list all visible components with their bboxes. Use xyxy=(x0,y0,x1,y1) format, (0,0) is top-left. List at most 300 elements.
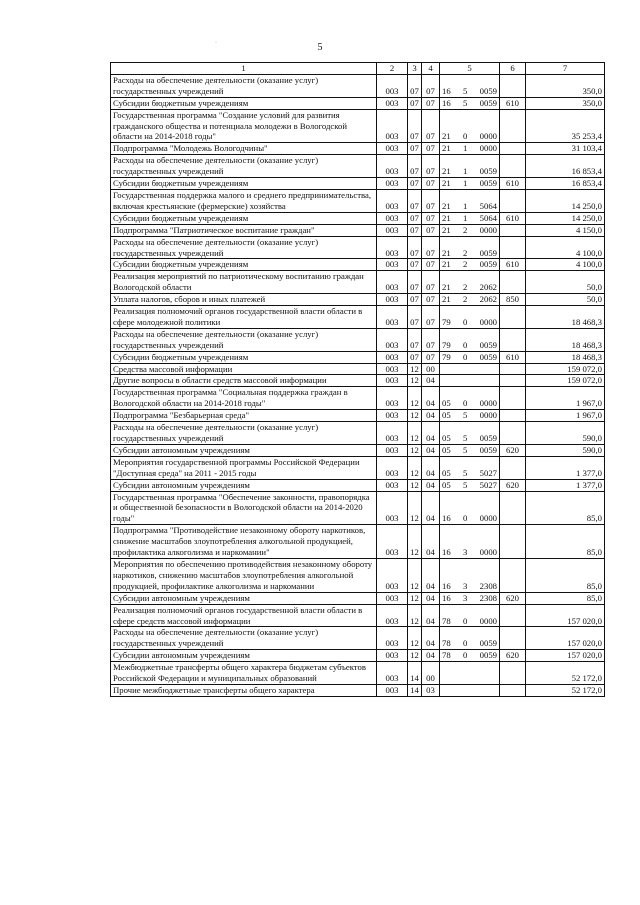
target-code-subprogram: 1 xyxy=(462,212,468,223)
row-name: Межбюджетные трансферты общего характера бюджетам субъектов Российской Федерации и муниципальных образований xyxy=(111,662,377,685)
row-amount: 159 072,0 xyxy=(526,375,605,387)
target-code-subprogram: 5 xyxy=(462,97,468,108)
column-header-6: 6 xyxy=(500,63,526,75)
table-row xyxy=(111,212,605,224)
target-code-parts xyxy=(442,213,497,224)
row-code-section: 07 xyxy=(408,97,422,109)
row-code-section: 12 xyxy=(408,456,422,479)
row-code-subsection: 04 xyxy=(422,479,440,491)
target-code-parts xyxy=(442,445,497,456)
row-code-subsection: 04 xyxy=(422,627,440,650)
target-code-parts xyxy=(442,547,497,558)
row-code-section: 14 xyxy=(408,684,422,696)
row-amount: 590,0 xyxy=(526,444,605,456)
table-row xyxy=(111,491,605,525)
row-name: Государственная программа "Обеспечение законности, правопорядка и общественной безопасности в Вологодской области на 2014-2020 годы" xyxy=(111,491,377,525)
row-name: Субсидии бюджетным учреждениям xyxy=(111,212,377,224)
row-code-expense-type: 610 xyxy=(500,259,526,271)
target-code-program: 78 xyxy=(442,638,451,649)
target-code-parts xyxy=(442,650,497,661)
row-code-subsection: 04 xyxy=(422,422,440,445)
row-name: Субсидии автономным учреждениям xyxy=(111,592,377,604)
row-name: Государственная программа "Создание условий для развития гражданского общества и потенциала молодежи в Вологодской области на 2014-2018 годы" xyxy=(111,109,377,143)
row-code-grbs: 003 xyxy=(377,592,408,604)
row-code-expense-type xyxy=(500,375,526,387)
row-code-section: 12 xyxy=(408,558,422,592)
target-code-subprogram: 2 xyxy=(462,294,468,305)
row-name: Расходы на обеспечение деятельности (оказание услуг) государственных учреждений xyxy=(111,627,377,650)
table-row xyxy=(111,143,605,155)
row-code-subsection: 04 xyxy=(422,444,440,456)
target-code-direction: 0000 xyxy=(479,316,497,327)
row-code-section: 12 xyxy=(408,375,422,387)
row-code-section: 07 xyxy=(408,212,422,224)
target-code-subprogram: 2 xyxy=(462,259,468,270)
row-code-subsection: 07 xyxy=(422,97,440,109)
row-name: Мероприятия по обеспечению противодействия незаконному обороту наркотиков, снижению масштабов злоупотребления алкогольной продукцией, профилактике алкоголизма и наркомании xyxy=(111,558,377,592)
target-code-parts xyxy=(442,259,497,270)
row-code-expense-type: 610 xyxy=(500,351,526,363)
row-name: Субсидии бюджетным учреждениям xyxy=(111,97,377,109)
target-code-program: 21 xyxy=(442,224,451,235)
row-code-expense-type: 610 xyxy=(500,212,526,224)
table-row xyxy=(111,178,605,190)
row-amount: 157 020,0 xyxy=(526,650,605,662)
row-code-target xyxy=(440,351,500,363)
target-code-direction: 5064 xyxy=(479,200,497,211)
row-name: Уплата налогов, сборов и иных платежей xyxy=(111,294,377,306)
row-amount: 350,0 xyxy=(526,74,605,97)
target-code-parts xyxy=(442,98,497,109)
row-code-target xyxy=(440,650,500,662)
row-code-expense-type xyxy=(500,662,526,685)
column-header-3: 3 xyxy=(408,63,422,75)
target-code-direction: 2308 xyxy=(479,592,497,603)
row-name: Субсидии автономным учреждениям xyxy=(111,444,377,456)
table-row xyxy=(111,351,605,363)
row-code-target xyxy=(440,479,500,491)
target-code-subprogram: 0 xyxy=(462,513,468,524)
row-amount: 18 468,3 xyxy=(526,351,605,363)
table-row xyxy=(111,444,605,456)
row-code-subsection: 07 xyxy=(422,306,440,329)
row-amount: 85,0 xyxy=(526,525,605,559)
row-code-subsection: 07 xyxy=(422,351,440,363)
row-code-subsection: 07 xyxy=(422,74,440,97)
row-code-target xyxy=(440,189,500,212)
row-name: Субсидии автономным учреждениям xyxy=(111,479,377,491)
row-code-subsection: 04 xyxy=(422,375,440,387)
row-code-grbs: 003 xyxy=(377,444,408,456)
target-code-direction: 5027 xyxy=(479,467,497,478)
row-code-grbs: 003 xyxy=(377,189,408,212)
row-name: Расходы на обеспечение деятельности (оказание услуг) государственных учреждений xyxy=(111,328,377,351)
scan-speck: · xyxy=(215,40,217,46)
target-code-direction: 0000 xyxy=(479,410,497,421)
target-code-subprogram: 5 xyxy=(462,410,468,421)
target-code-direction: 0000 xyxy=(479,143,497,154)
row-code-grbs: 003 xyxy=(377,456,408,479)
row-code-target xyxy=(440,662,500,685)
target-code-direction: 5027 xyxy=(479,479,497,490)
row-code-section: 07 xyxy=(408,189,422,212)
target-code-parts xyxy=(442,581,497,592)
budget-table xyxy=(110,62,605,697)
row-name: Прочие межбюджетные трансферты общего характера xyxy=(111,684,377,696)
table-row xyxy=(111,604,605,627)
row-code-subsection: 03 xyxy=(422,684,440,696)
target-code-parts xyxy=(442,282,497,293)
row-code-target xyxy=(440,224,500,236)
target-code-direction: 2062 xyxy=(479,294,497,305)
target-code-program: 21 xyxy=(442,178,451,189)
row-code-target xyxy=(440,271,500,294)
row-code-subsection: 07 xyxy=(422,294,440,306)
target-code-program: 21 xyxy=(442,247,451,258)
row-code-grbs: 003 xyxy=(377,422,408,445)
row-code-target xyxy=(440,444,500,456)
row-code-target xyxy=(440,178,500,190)
table-row xyxy=(111,662,605,685)
target-code-direction: 0000 xyxy=(479,131,497,142)
table-row xyxy=(111,650,605,662)
target-code-program: 78 xyxy=(442,615,451,626)
table-row xyxy=(111,155,605,178)
row-code-target xyxy=(440,236,500,259)
row-amount: 590,0 xyxy=(526,422,605,445)
row-code-grbs: 003 xyxy=(377,306,408,329)
row-code-subsection: 07 xyxy=(422,224,440,236)
row-code-section: 07 xyxy=(408,259,422,271)
row-amount: 18 468,3 xyxy=(526,306,605,329)
table-row xyxy=(111,422,605,445)
target-code-subprogram: 1 xyxy=(462,178,468,189)
target-code-direction: 5064 xyxy=(479,212,497,223)
row-code-section: 07 xyxy=(408,328,422,351)
target-code-subprogram: 5 xyxy=(462,433,468,443)
row-name: Расходы на обеспечение деятельности (оказание услуг) государственных учреждений xyxy=(111,422,377,445)
row-code-subsection: 04 xyxy=(422,387,440,410)
target-code-program: 16 xyxy=(442,97,451,108)
table-row xyxy=(111,236,605,259)
target-code-parts xyxy=(442,143,497,154)
row-code-section: 07 xyxy=(408,178,422,190)
table-row xyxy=(111,627,605,650)
row-amount: 85,0 xyxy=(526,558,605,592)
target-code-subprogram: 3 xyxy=(462,547,468,558)
target-code-program: 05 xyxy=(442,444,451,455)
row-code-expense-type: 620 xyxy=(500,479,526,491)
row-code-section: 07 xyxy=(408,236,422,259)
row-code-grbs: 003 xyxy=(377,479,408,491)
row-code-section: 07 xyxy=(408,294,422,306)
row-code-subsection: 04 xyxy=(422,525,440,559)
target-code-subprogram: 0 xyxy=(462,351,468,362)
target-code-program: 05 xyxy=(442,433,451,443)
row-amount: 157 020,0 xyxy=(526,627,605,650)
row-code-grbs: 003 xyxy=(377,491,408,525)
row-code-grbs: 003 xyxy=(377,74,408,97)
row-code-target xyxy=(440,306,500,329)
target-code-subprogram: 0 xyxy=(462,615,468,626)
row-code-expense-type xyxy=(500,224,526,236)
row-name: Субсидии автономным учреждениям xyxy=(111,650,377,662)
target-code-subprogram: 0 xyxy=(462,316,468,327)
row-code-grbs: 003 xyxy=(377,109,408,143)
table-row xyxy=(111,363,605,375)
row-amount: 35 253,4 xyxy=(526,109,605,143)
row-code-expense-type: 610 xyxy=(500,178,526,190)
row-name: Подпрограмма "Безбарьерная среда" xyxy=(111,410,377,422)
row-code-subsection: 04 xyxy=(422,491,440,525)
row-code-section: 12 xyxy=(408,444,422,456)
table-row xyxy=(111,74,605,97)
row-code-subsection: 07 xyxy=(422,189,440,212)
row-name: Реализация полномочий органов государственной власти области в сфере молодежной политики xyxy=(111,306,377,329)
row-code-section: 12 xyxy=(408,422,422,445)
row-code-expense-type: 620 xyxy=(500,444,526,456)
row-name: Расходы на обеспечение деятельности (оказание услуг) государственных учреждений xyxy=(111,155,377,178)
row-code-target xyxy=(440,604,500,627)
target-code-program: 78 xyxy=(442,650,451,661)
row-code-target xyxy=(440,74,500,97)
target-code-program: 21 xyxy=(442,143,451,154)
table-row xyxy=(111,189,605,212)
target-code-program: 21 xyxy=(442,294,451,305)
target-code-subprogram: 5 xyxy=(462,479,468,490)
row-code-expense-type xyxy=(500,684,526,696)
row-code-grbs: 003 xyxy=(377,662,408,685)
target-code-direction: 0059 xyxy=(479,444,497,455)
table-row xyxy=(111,387,605,410)
row-code-section: 07 xyxy=(408,143,422,155)
row-amount: 31 103,4 xyxy=(526,143,605,155)
table-row xyxy=(111,558,605,592)
row-amount: 16 853,4 xyxy=(526,155,605,178)
target-code-direction: 0000 xyxy=(479,513,497,524)
row-amount: 85,0 xyxy=(526,592,605,604)
row-code-subsection: 07 xyxy=(422,328,440,351)
row-code-expense-type xyxy=(500,491,526,525)
table-row xyxy=(111,259,605,271)
row-amount: 16 853,4 xyxy=(526,178,605,190)
target-code-program: 21 xyxy=(442,200,451,211)
row-code-expense-type: 610 xyxy=(500,97,526,109)
row-code-section: 12 xyxy=(408,479,422,491)
target-code-parts xyxy=(442,398,497,409)
row-code-expense-type xyxy=(500,328,526,351)
row-name: Средства массовой информации xyxy=(111,363,377,375)
row-code-section: 07 xyxy=(408,109,422,143)
row-code-grbs: 003 xyxy=(377,97,408,109)
target-code-direction: 0059 xyxy=(479,351,497,362)
row-amount: 159 072,0 xyxy=(526,363,605,375)
target-code-direction: 0000 xyxy=(479,615,497,626)
target-code-parts xyxy=(442,638,497,649)
row-code-subsection: 04 xyxy=(422,410,440,422)
row-code-subsection: 07 xyxy=(422,143,440,155)
target-code-direction: 2062 xyxy=(479,282,497,293)
target-code-program: 05 xyxy=(442,410,451,421)
row-code-expense-type xyxy=(500,143,526,155)
row-code-target xyxy=(440,109,500,143)
target-code-subprogram: 5 xyxy=(462,85,468,96)
row-code-grbs: 003 xyxy=(377,212,408,224)
row-amount: 1 377,0 xyxy=(526,456,605,479)
target-code-direction: 0000 xyxy=(479,224,497,235)
target-code-program: 21 xyxy=(442,166,451,177)
row-code-grbs: 003 xyxy=(377,224,408,236)
target-code-program: 05 xyxy=(442,398,451,409)
row-code-target xyxy=(440,375,500,387)
row-code-grbs: 003 xyxy=(377,410,408,422)
row-code-expense-type xyxy=(500,456,526,479)
row-amount: 4 100,0 xyxy=(526,259,605,271)
row-name: Подпрограмма "Молодежь Вологодчины" xyxy=(111,143,377,155)
row-amount: 350,0 xyxy=(526,97,605,109)
row-name: Государственная программа "Социальная поддержка граждан в Вологодской области на 2014-2018 годы" xyxy=(111,387,377,410)
target-code-program: 79 xyxy=(442,351,451,362)
row-name: Расходы на обеспечение деятельности (оказание услуг) государственных учреждений xyxy=(111,236,377,259)
table-row xyxy=(111,294,605,306)
row-name: Подпрограмма "Противодействие незаконному обороту наркотиков, снижение масштабов злоупотребления алкогольной продукцией, профилактика алкоголизма и наркомании" xyxy=(111,525,377,559)
row-code-expense-type xyxy=(500,271,526,294)
row-amount: 50,0 xyxy=(526,271,605,294)
table-row xyxy=(111,97,605,109)
row-code-target xyxy=(440,259,500,271)
row-code-grbs: 003 xyxy=(377,155,408,178)
target-code-parts xyxy=(442,616,497,627)
row-code-expense-type xyxy=(500,558,526,592)
row-code-expense-type: 850 xyxy=(500,294,526,306)
target-code-subprogram: 0 xyxy=(462,398,468,409)
row-code-section: 07 xyxy=(408,224,422,236)
row-code-subsection: 07 xyxy=(422,271,440,294)
row-code-subsection: 04 xyxy=(422,650,440,662)
row-code-section: 12 xyxy=(408,627,422,650)
row-code-expense-type xyxy=(500,236,526,259)
row-code-subsection: 04 xyxy=(422,604,440,627)
target-code-subprogram: 1 xyxy=(462,166,468,177)
target-code-direction: 0059 xyxy=(479,339,497,350)
row-amount: 4 150,0 xyxy=(526,224,605,236)
row-code-section: 07 xyxy=(408,351,422,363)
target-code-parts xyxy=(442,201,497,212)
row-amount: 52 172,0 xyxy=(526,684,605,696)
row-code-section: 12 xyxy=(408,363,422,375)
target-code-parts xyxy=(442,178,497,189)
target-code-parts xyxy=(442,248,497,259)
table-row xyxy=(111,109,605,143)
column-header-row xyxy=(111,63,605,75)
target-code-program: 21 xyxy=(442,131,451,142)
target-code-direction: 0059 xyxy=(479,638,497,649)
table-row xyxy=(111,479,605,491)
row-amount: 1 377,0 xyxy=(526,479,605,491)
row-code-target xyxy=(440,155,500,178)
row-code-grbs: 003 xyxy=(377,684,408,696)
row-code-expense-type xyxy=(500,189,526,212)
row-code-target xyxy=(440,410,500,422)
target-code-program: 21 xyxy=(442,212,451,223)
target-code-parts xyxy=(442,433,497,444)
target-code-program: 79 xyxy=(442,339,451,350)
row-code-target xyxy=(440,212,500,224)
row-code-subsection: 07 xyxy=(422,236,440,259)
target-code-subprogram: 3 xyxy=(462,580,468,591)
row-code-target xyxy=(440,422,500,445)
row-code-section: 12 xyxy=(408,592,422,604)
row-code-subsection: 00 xyxy=(422,363,440,375)
table-row xyxy=(111,410,605,422)
row-code-expense-type xyxy=(500,422,526,445)
row-code-grbs: 003 xyxy=(377,271,408,294)
row-name: Реализация полномочий органов государственной власти области в сфере средств массовой информации xyxy=(111,604,377,627)
row-code-target xyxy=(440,491,500,525)
target-code-subprogram: 0 xyxy=(462,650,468,661)
row-code-expense-type: 620 xyxy=(500,592,526,604)
target-code-program: 16 xyxy=(442,85,451,96)
column-header-7: 7 xyxy=(526,63,605,75)
row-name: Другие вопросы в области средств массовой информации xyxy=(111,375,377,387)
column-header-5: 5 xyxy=(440,63,500,75)
row-code-expense-type xyxy=(500,387,526,410)
row-code-grbs: 003 xyxy=(377,363,408,375)
target-code-direction: 0059 xyxy=(479,85,497,96)
row-code-subsection: 07 xyxy=(422,259,440,271)
target-code-subprogram: 2 xyxy=(462,224,468,235)
row-code-target xyxy=(440,525,500,559)
target-code-subprogram: 0 xyxy=(462,131,468,142)
target-code-direction: 0059 xyxy=(479,247,497,258)
target-code-direction: 0059 xyxy=(479,97,497,108)
page-number: 5 xyxy=(317,42,323,53)
row-code-grbs: 003 xyxy=(377,178,408,190)
row-code-expense-type xyxy=(500,525,526,559)
target-code-program: 05 xyxy=(442,479,451,490)
target-code-subprogram: 3 xyxy=(462,592,468,603)
row-amount: 18 468,3 xyxy=(526,328,605,351)
table-row xyxy=(111,456,605,479)
row-amount: 1 967,0 xyxy=(526,410,605,422)
target-code-program: 16 xyxy=(442,592,451,603)
row-code-section: 12 xyxy=(408,491,422,525)
table-row xyxy=(111,328,605,351)
target-code-program: 16 xyxy=(442,513,451,524)
row-code-subsection: 07 xyxy=(422,155,440,178)
row-code-section: 12 xyxy=(408,525,422,559)
row-code-subsection: 07 xyxy=(422,178,440,190)
row-amount: 14 250,0 xyxy=(526,212,605,224)
row-code-section: 07 xyxy=(408,74,422,97)
row-amount: 14 250,0 xyxy=(526,189,605,212)
table-row xyxy=(111,592,605,604)
target-code-program: 21 xyxy=(442,282,451,293)
table-row xyxy=(111,684,605,696)
target-code-parts xyxy=(442,131,497,142)
row-amount: 157 020,0 xyxy=(526,604,605,627)
target-code-direction: 0059 xyxy=(479,178,497,189)
row-code-grbs: 003 xyxy=(377,143,408,155)
target-code-parts xyxy=(442,468,497,479)
target-code-program: 79 xyxy=(442,316,451,327)
row-code-expense-type xyxy=(500,155,526,178)
target-code-direction: 0000 xyxy=(479,547,497,558)
row-code-grbs: 003 xyxy=(377,236,408,259)
row-code-grbs: 003 xyxy=(377,558,408,592)
row-code-subsection: 04 xyxy=(422,456,440,479)
row-code-target xyxy=(440,143,500,155)
